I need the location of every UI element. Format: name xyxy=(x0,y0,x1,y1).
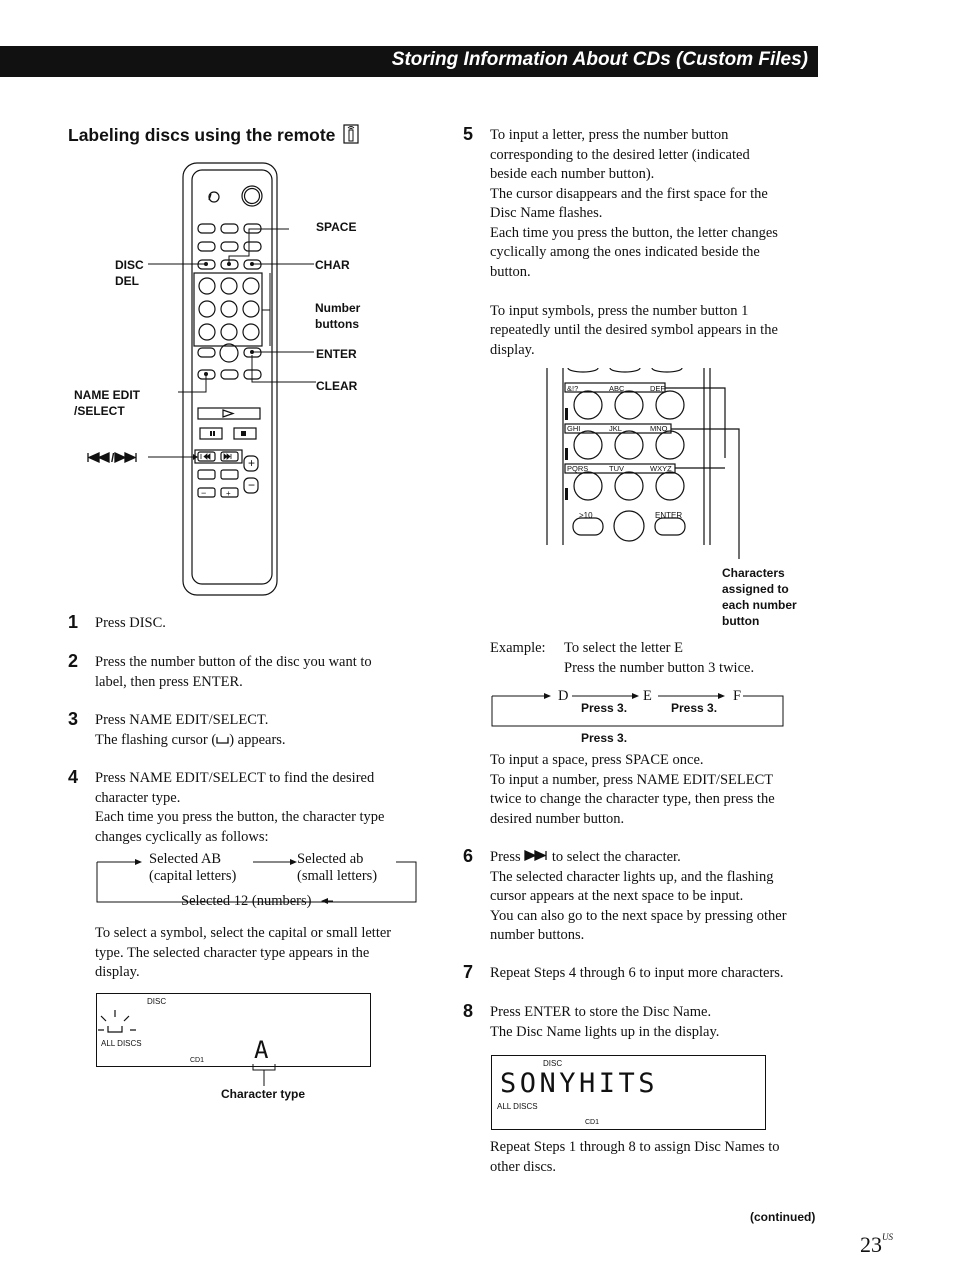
step-3-text xyxy=(95,711,286,750)
lcd1-char-type: A xyxy=(254,1036,269,1064)
step-6-line: number buttons. xyxy=(490,927,585,943)
lcd-display-2 xyxy=(491,1055,766,1130)
space-note-line: twice to change the character type, then press the xyxy=(490,791,775,807)
step-6-line: cursor appears at the next space to be input. xyxy=(490,888,744,904)
label-clear: CLEAR xyxy=(316,379,358,393)
lcd2-disc: DISC xyxy=(543,1059,563,1068)
example-f: F xyxy=(733,688,742,704)
label-del: DEL xyxy=(115,274,139,288)
step-5-line: Each time you press the button, the letter changes xyxy=(490,224,778,241)
step-6-line: The selected character lights up, and the flashing xyxy=(490,868,774,885)
key-label-3: DEF xyxy=(650,384,665,393)
label-skip-slash: / xyxy=(111,451,115,465)
step-6-line xyxy=(490,848,787,868)
cycle-small-line: Selected ab xyxy=(297,851,364,867)
key-label-8: TUV xyxy=(609,464,624,473)
step-5-line: To input symbols, press the number button 1 xyxy=(490,302,749,319)
key-label-enter: ENTER xyxy=(655,511,683,520)
svg-text:−: − xyxy=(201,488,207,498)
cursor-icon xyxy=(216,735,229,745)
keypad-caption-line: each number xyxy=(722,598,797,612)
keypad-caption-line: Characters xyxy=(722,566,785,580)
lcd2-all-discs: ALL DISCS xyxy=(497,1102,538,1111)
label-char: CHAR xyxy=(315,258,350,272)
label-disc: DISC xyxy=(115,258,144,272)
key-label-5: JKL xyxy=(609,424,622,433)
label-space: SPACE xyxy=(316,220,357,234)
step-3-line-a: The flashing cursor ( xyxy=(95,731,217,748)
label-enter: ENTER xyxy=(316,347,357,361)
spacer xyxy=(490,282,778,302)
step-1-number: 1 xyxy=(68,612,79,632)
section-title-text: Labeling discs using the remote xyxy=(68,125,336,145)
page-number xyxy=(860,1224,893,1258)
key-label-6: MNO xyxy=(650,424,668,433)
step-3-line xyxy=(95,731,286,751)
repeat-note xyxy=(490,1138,780,1177)
step-8-text xyxy=(490,1003,719,1042)
prev-track-icon xyxy=(87,452,111,463)
label-name-edit-1: NAME EDIT xyxy=(74,388,140,402)
repeat-note-line: Repeat Steps 1 through 8 to assign Disc Names to xyxy=(490,1139,780,1155)
symbol-note-line: display. xyxy=(95,964,140,980)
label-number-1: Number xyxy=(315,301,361,315)
step-6-text xyxy=(490,848,787,946)
cycle-small-line: (small letters) xyxy=(297,868,378,884)
header-title: Storing Information About CDs (Custom Files) xyxy=(391,49,808,70)
example-label: Example: xyxy=(490,640,546,656)
lcd1-caption-bracket xyxy=(250,1064,280,1088)
svg-text:+: + xyxy=(248,456,256,470)
example-press-3: Press 3. xyxy=(581,731,628,745)
symbol-note xyxy=(95,924,391,983)
example-diagram xyxy=(490,688,786,728)
lcd-display-1 xyxy=(96,993,371,1067)
step-2-line: Press the number button of the disc you want to xyxy=(95,654,372,670)
key-label-9: WXYZ xyxy=(650,464,672,473)
step-2-line: label, then press ENTER. xyxy=(95,673,243,690)
remote-icon xyxy=(343,124,359,144)
step-4-line: changes cyclically as follows: xyxy=(95,828,269,845)
key-label-7: PQRS xyxy=(567,464,589,473)
lcd1-disc: DISC xyxy=(147,997,167,1006)
keypad-caption-line: button xyxy=(722,614,760,628)
step-6-number: 6 xyxy=(463,846,474,866)
step-5-text xyxy=(490,126,778,360)
flashing-cursor-icon xyxy=(97,1008,137,1034)
key-label-2: ABC xyxy=(609,384,625,393)
keypad-caption xyxy=(722,565,797,629)
page-number-sup: US xyxy=(882,1232,893,1242)
step-8-line: The Disc Name lights up in the display. xyxy=(490,1023,720,1040)
step-5-line: button. xyxy=(490,263,531,280)
step-4-line: Each time you press the button, the character type xyxy=(95,809,385,825)
step-1-line: Press DISC. xyxy=(95,615,166,631)
step-4-line: character type. xyxy=(95,789,181,806)
step-6-line: You can also go to the next space by pressing other xyxy=(490,907,787,924)
step-3-line: Press NAME EDIT/SELECT. xyxy=(95,712,269,728)
step-5-line: corresponding to the desired letter (indicated xyxy=(490,146,750,163)
step-7-number: 7 xyxy=(463,962,474,982)
symbol-note-line: To select a symbol, select the capital or small letter xyxy=(95,925,392,941)
next-track-icon xyxy=(114,452,138,463)
lcd1-all-discs: ALL DISCS xyxy=(101,1039,142,1048)
label-number-2: buttons xyxy=(315,317,359,331)
repeat-note-line: other discs. xyxy=(490,1158,557,1175)
step-4-line: Press NAME EDIT/SELECT to find the desired xyxy=(95,770,375,786)
example-line: To select the letter E xyxy=(564,640,683,656)
space-note xyxy=(490,751,775,829)
space-note-line: To input a space, press SPACE once. xyxy=(490,752,704,768)
space-note-line: desired number button. xyxy=(490,810,625,827)
example-d: D xyxy=(558,688,569,704)
example-text xyxy=(564,639,754,678)
example-press-1: Press 3. xyxy=(581,701,628,715)
step-8-line: Press ENTER to store the Disc Name. xyxy=(490,1004,712,1020)
step-5-line: beside each number button). xyxy=(490,166,655,182)
step-3-line-b: ) appears. xyxy=(229,731,286,748)
continued-label: (continued) xyxy=(750,1210,816,1224)
step-5-line: display. xyxy=(490,341,535,358)
step-7-text xyxy=(490,964,784,984)
lcd1-caption: Character type xyxy=(221,1087,306,1101)
example-press-2: Press 3. xyxy=(671,701,718,715)
step-4-number: 4 xyxy=(68,767,79,787)
lcd1-cd1: CD1 xyxy=(190,1057,205,1064)
step-4-text xyxy=(95,769,385,847)
step-5-line: Disc Name flashes. xyxy=(490,205,603,221)
page-number-value: 23 xyxy=(860,1232,882,1257)
step-5-line: repeatedly until the desired symbol appears in the xyxy=(490,322,778,338)
space-note-line: To input a number, press NAME EDIT/SELECT xyxy=(490,771,774,788)
step-8-number: 8 xyxy=(463,1001,474,1021)
step-7-line: Repeat Steps 4 through 6 to input more characters. xyxy=(490,965,784,981)
label-name-edit-2: /SELECT xyxy=(74,404,125,418)
cycle-capital xyxy=(149,851,236,885)
svg-text:−: − xyxy=(248,478,256,492)
svg-text:+: + xyxy=(226,489,231,498)
section-title xyxy=(68,124,359,146)
next-track-icon xyxy=(524,850,548,861)
key-label-4: GHI xyxy=(567,424,581,433)
step-2-number: 2 xyxy=(68,651,79,671)
step-5-number: 5 xyxy=(463,124,474,144)
lcd2-disc-name: SONYHITS xyxy=(500,1068,659,1099)
keypad-caption-line: assigned to xyxy=(722,582,789,596)
step-6-press: Press xyxy=(490,849,521,865)
step-1-text xyxy=(95,614,166,634)
cycle-capital-line: Selected AB xyxy=(149,851,222,867)
step-5-line: The cursor disappears and the first space for the xyxy=(490,185,768,202)
cycle-numbers: Selected 12 (numbers) xyxy=(181,893,312,909)
example-e: E xyxy=(643,688,652,704)
step-5-line: To input a letter, press the number button xyxy=(490,127,729,143)
cycle-small xyxy=(297,851,377,885)
step-6-press-rest: to select the character. xyxy=(551,849,681,865)
step-5-line: cyclically among the ones indicated beside the xyxy=(490,244,760,260)
example-line: Press the number button 3 twice. xyxy=(564,659,755,676)
step-3-number: 3 xyxy=(68,709,79,729)
key-label-10plus: >10 xyxy=(579,511,593,520)
symbol-note-line: type. The selected character type appears in the xyxy=(95,944,370,961)
cycle-capital-line: (capital letters) xyxy=(149,868,237,884)
step-2-text xyxy=(95,653,372,692)
label-skip xyxy=(87,450,138,466)
header-bar xyxy=(0,46,818,77)
lcd2-cd1: CD1 xyxy=(585,1119,600,1126)
key-label-1: &!? xyxy=(567,384,579,393)
